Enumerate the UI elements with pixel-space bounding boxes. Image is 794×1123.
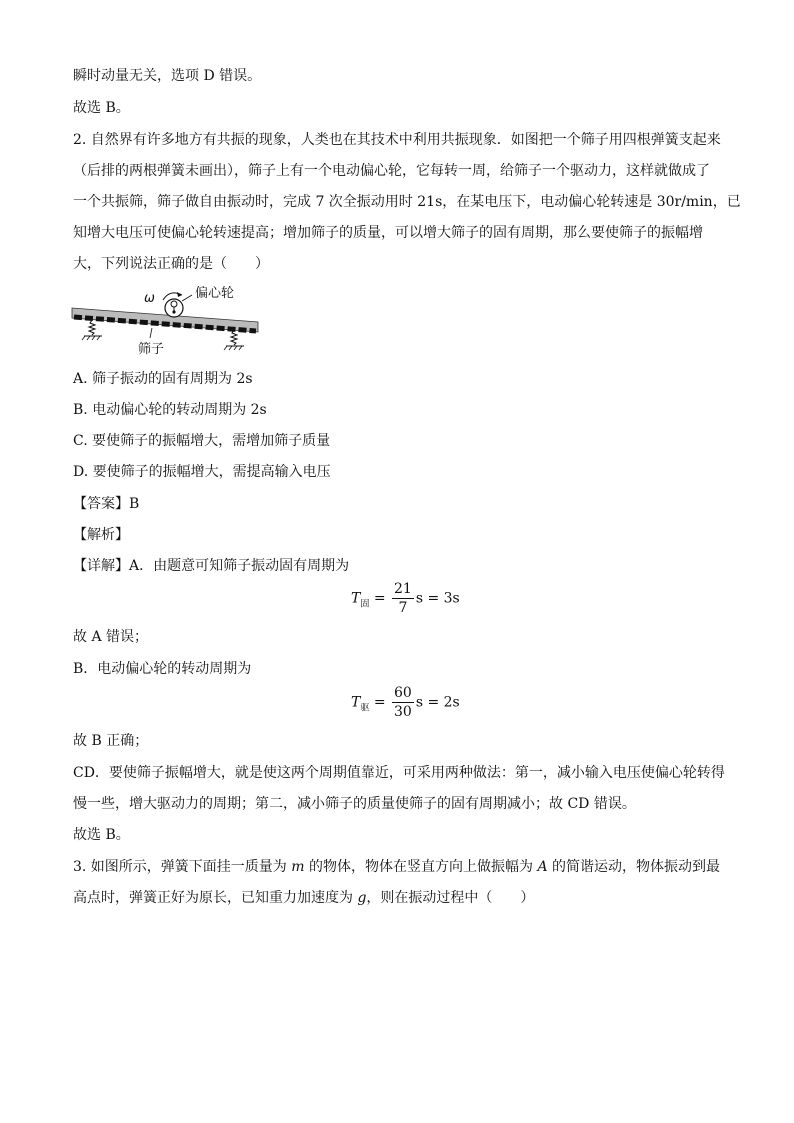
question-2-line: 大，下列说法正确的是（ ） [73,256,269,272]
wheel-label: 偏心轮 [195,286,235,301]
question-2-line: 知增大电压可使偏心轮转速提高；增加筛子的质量，可以增大筛子的固有周期，那么要使筛子的振幅增 [73,225,703,241]
sieve-figure [70,286,265,358]
text-line: 故选 B。 [73,100,130,116]
right-spring [224,330,244,350]
question-3-line: 高点时，弹簧正好为原长，已知重力加速度为 g，则在振动过程中（ ） [73,890,535,906]
analysis-heading: 【解析】 [73,527,129,543]
fraction: $\frac{21}{7}$ [394,581,412,616]
formula-natural-period: $T_固$ = $\frac{21}{7}$ s = 3s [351,581,460,616]
option-d: D. 要使筛子的振幅增大，需提高输入电压 [73,464,331,480]
text-line: 故选 B。 [73,827,130,843]
left-spring [82,320,102,340]
sieve-label: 筛子 [138,342,165,357]
text-line: 故 B 正确； [73,733,149,749]
fraction: $\frac{60}{30}$ [394,685,412,720]
text-line: CD．要使筛子振幅增大，就是使这两个周期值靠近，可采用两种做法：第一，减小输入电压使偏心轮转得 [73,765,725,781]
question-3-line: 3. 如图所示，弹簧下面挂一质量为 m 的物体，物体在竖直方向上做振幅为 A 的简谐运动，物体振动到最 [73,859,721,875]
question-2-line: 2. 自然界有许多地方有共振的现象，人类也在其技术中利用共振现象．如图把一个筛子用四根弹簧支起来 [73,132,721,148]
text-line: B．电动偏心轮的转动周期为 [73,661,252,677]
text-line: 瞬时动量无关，选项 D 错误。 [73,68,262,84]
option-c: C. 要使筛子的振幅增大，需增加筛子质量 [73,433,331,449]
option-b: B. 电动偏心轮的转动周期为 2s [73,402,267,418]
omega-label: ω [144,291,155,306]
answer-line: 【答案】B [73,496,140,512]
question-2-line: （后排的两根弹簧未画出），筛子上有一个电动偏心轮，它每转一周，给筛子一个驱动力，这样就做成了 [73,163,710,179]
option-a: A. 筛子振动的固有周期为 2s [73,371,253,387]
text-line: 慢一些，增大驱动力的周期；第二，减小筛子的质量使筛子的固有周期减小；故 CD 错误。 [73,796,636,812]
text-line: 故 A 错误； [73,629,149,645]
formula-driving-period: $T_驱$ = $\frac{60}{30}$ s = 2s [351,685,460,720]
question-2-line: 一个共振筛，筛子做自由振动时，完成 7 次全振动用时 21s，在某电压下，电动偏心轮转速是 30r/min，已 [73,194,741,210]
detail-line: 【详解】A．由题意可知筛子振动固有周期为 [73,558,350,574]
